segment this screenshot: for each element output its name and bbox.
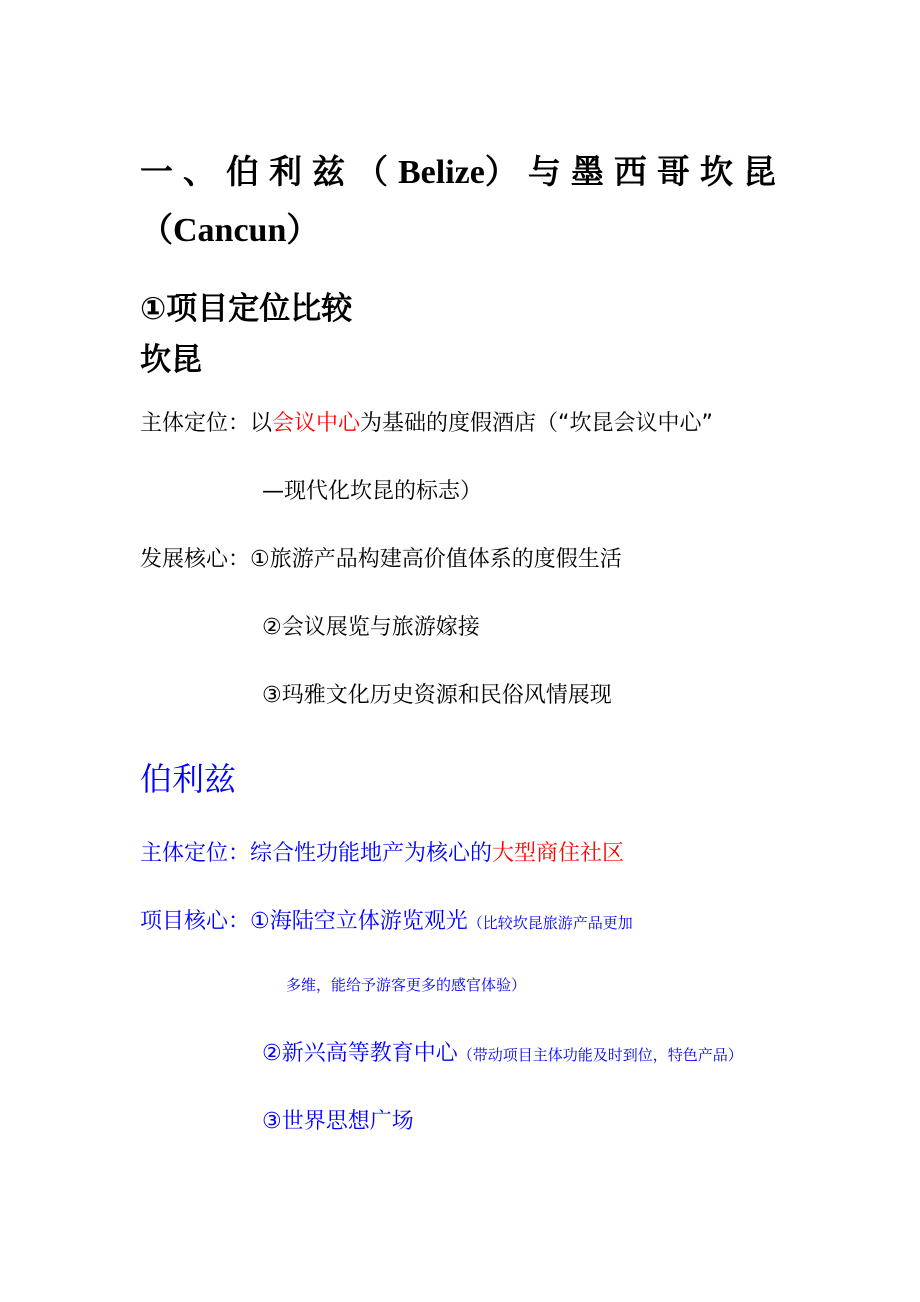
title-text: （ bbox=[140, 210, 173, 249]
list-item: ①海陆空立体游览观光 bbox=[250, 909, 468, 934]
title-latin-cancun: Cancun bbox=[173, 212, 287, 249]
list-item: ③玛雅文化历史资源和民俗风情展现 bbox=[262, 683, 612, 708]
label: 发展核心： bbox=[140, 547, 251, 572]
title-text: ）与墨西哥坎昆 bbox=[484, 152, 786, 191]
belize-core-item3: ③世界思想广场 bbox=[262, 1109, 414, 1134]
title-latin-belize: Belize bbox=[398, 154, 485, 191]
list-item: ①旅游产品构建高价值体系的度假生活 bbox=[250, 547, 622, 572]
text: 以 bbox=[250, 411, 273, 436]
title-text: ） bbox=[286, 210, 320, 249]
page-title-line2 bbox=[140, 204, 319, 251]
belize-core-item2 bbox=[262, 1036, 743, 1067]
text: 为基础的度假酒店（“坎昆会议中心” bbox=[360, 411, 713, 436]
list-item: ②会议展览与旅游嫁接 bbox=[262, 615, 480, 640]
highlight-text: 大型商住社区 bbox=[492, 841, 625, 866]
page-title bbox=[140, 146, 786, 193]
label: 主体定位： bbox=[140, 411, 251, 436]
note-text: （带动项目主体功能及时到位，特色产品） bbox=[457, 1046, 743, 1064]
cancun-heading: 坎昆 bbox=[140, 342, 202, 378]
cancun-positioning-cont: —现代化坎昆的标志） bbox=[262, 479, 483, 504]
list-item: ②新兴高等教育中心 bbox=[262, 1041, 458, 1066]
highlight-text: 会议中心 bbox=[272, 411, 361, 436]
note-text-cont: 多维，能给予游客更多的感官体验） bbox=[286, 976, 527, 994]
belize-positioning bbox=[140, 836, 624, 867]
section-heading: ①项目定位比较 bbox=[140, 291, 353, 327]
note-text: （比较坎昆旅游产品更加 bbox=[467, 914, 633, 932]
belize-heading: 伯利兹 bbox=[140, 760, 237, 798]
belize-core bbox=[140, 904, 633, 935]
label: 主体定位： bbox=[140, 841, 251, 866]
title-text: 一、伯利兹（ bbox=[140, 152, 398, 191]
text: 综合性功能地产为核心的 bbox=[250, 841, 493, 866]
cancun-development bbox=[140, 542, 622, 573]
label: 项目核心： bbox=[140, 909, 251, 934]
cancun-positioning bbox=[140, 406, 713, 437]
